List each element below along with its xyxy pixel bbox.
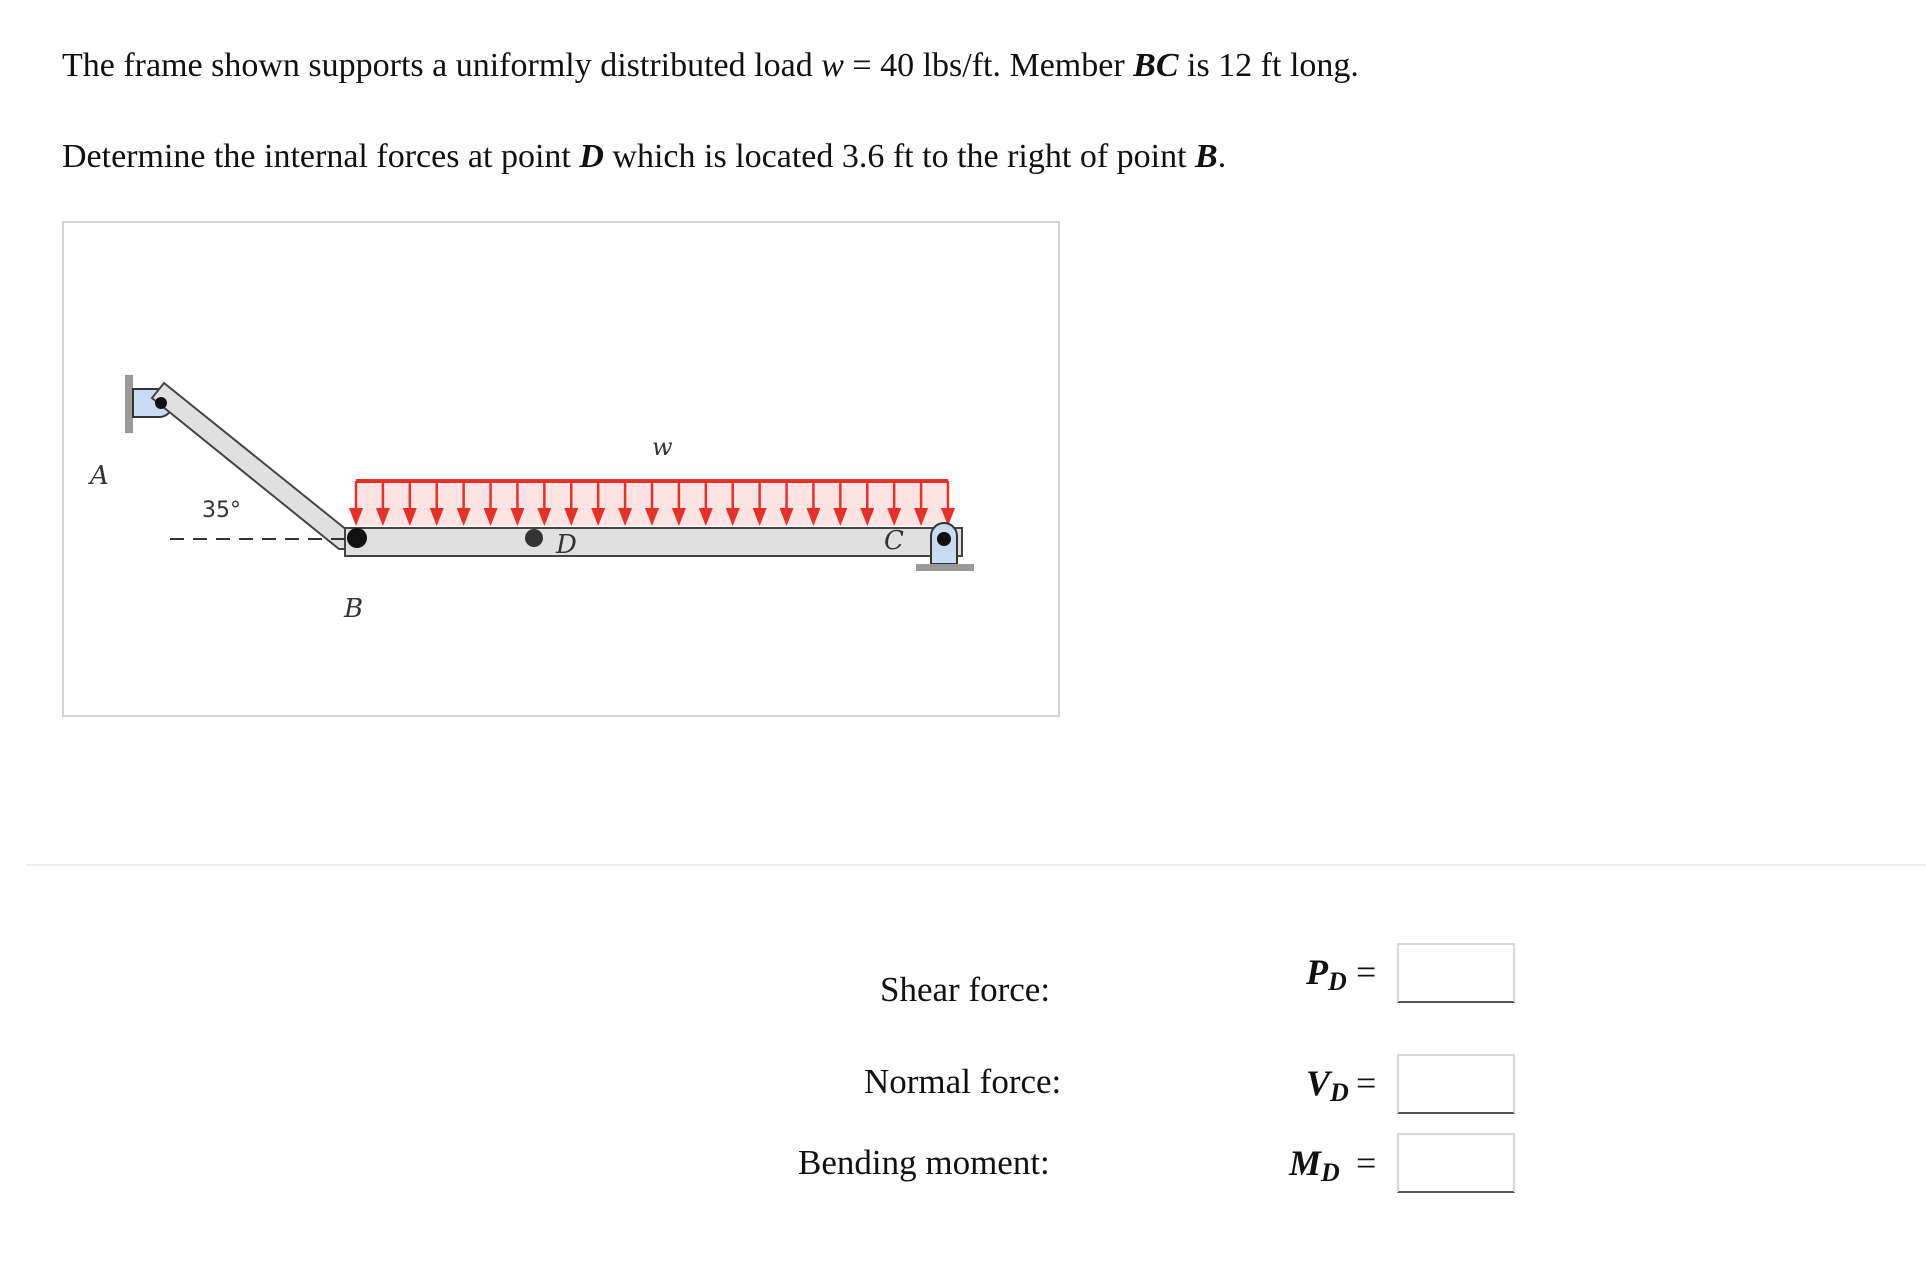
bending-moment-label: Bending moment: (798, 1143, 1050, 1182)
distributed-load (349, 481, 955, 526)
shear-force-label: Shear force: (880, 970, 1051, 1009)
equals-sign: = (1356, 1143, 1377, 1183)
member-bc (345, 528, 962, 556)
problem-text: which is located 3.6 ft to the right of point (603, 138, 1196, 175)
normal-force-input[interactable] (1397, 1054, 1515, 1114)
frame-figure (62, 221, 1060, 717)
load-symbol: w (821, 47, 844, 84)
problem-text: = 40 lbs/ft. Member (843, 47, 1134, 84)
label-c: C (884, 526, 904, 556)
pin-c (937, 532, 951, 546)
point-d-marker (525, 529, 543, 547)
angle-label: 35° (202, 498, 241, 523)
ground-c (916, 564, 974, 571)
member-symbol: BC (1133, 47, 1179, 84)
pin-b (347, 528, 367, 548)
normal-force-label: Normal force: (864, 1062, 1062, 1101)
problem-text: is 12 ft long. (1178, 47, 1359, 84)
problem-text: The frame shown supports a uniformly distributed load (62, 47, 822, 84)
label-w: w (652, 433, 673, 461)
point-b-symbol: B (1195, 138, 1218, 175)
problem-line-1 (62, 46, 1359, 86)
shear-force-input[interactable] (1397, 943, 1515, 1003)
normal-force-symbol: $V_D$ (1306, 1063, 1349, 1107)
label-a: A (90, 461, 109, 491)
point-d-symbol: D (579, 138, 604, 175)
problem-text: Determine the internal forces at point (62, 138, 580, 175)
label-d: D (556, 530, 577, 560)
wall-support (125, 375, 133, 433)
member-ab-body (152, 383, 358, 549)
problem-line-2 (62, 137, 1226, 177)
frame-diagram (64, 223, 1062, 719)
equals-sign: = (1356, 952, 1377, 992)
section-divider (26, 864, 1926, 866)
bending-moment-symbol: $M_D$ (1289, 1143, 1340, 1187)
pin-a (155, 397, 167, 409)
equals-sign: = (1356, 1063, 1377, 1103)
problem-text: . (1217, 138, 1227, 175)
bending-moment-input[interactable] (1397, 1133, 1515, 1193)
label-b: B (344, 594, 364, 624)
shear-force-symbol: $P_D$ (1306, 952, 1347, 996)
